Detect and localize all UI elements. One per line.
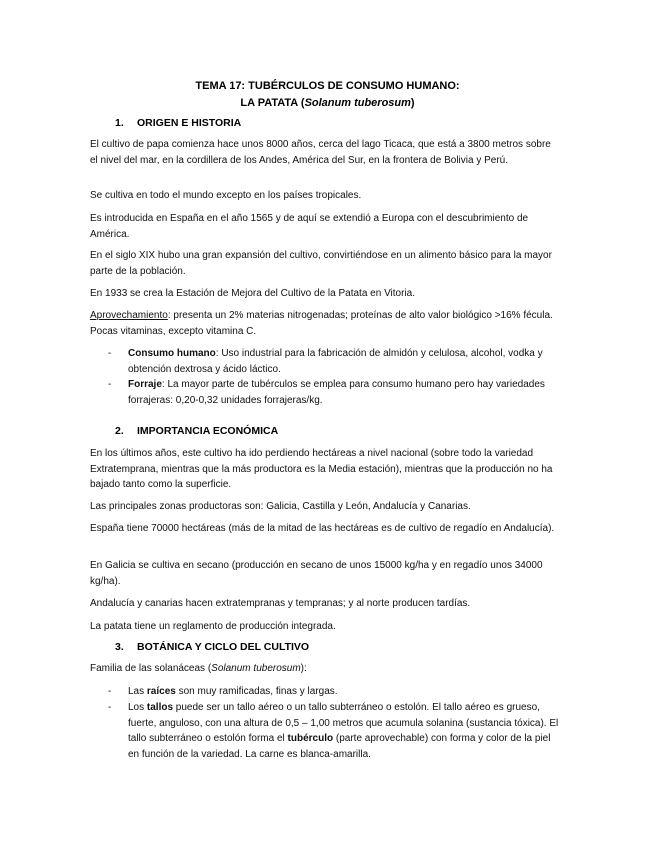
list-item [108, 700, 560, 762]
section-label: IMPORTANCIA ECONÓMICA [137, 425, 279, 437]
paragraph: Se cultiva en todo el mundo excepto en los países tropicales. [90, 190, 362, 201]
list-item [108, 377, 560, 408]
familia-species: Solanum tuberosum [211, 663, 301, 674]
bullet-text: : Uso industrial para la fabricación de almidón y celulosa, alcohol, vodka y obtención dextrosa y ácido láctico. [128, 348, 543, 375]
paragraph: En los últimos años, este cultivo ha ido perdiendo hectáreas a nivel nacional (sobre todo la variedad Extratemprana, mientras que la más productora es la Media estación), mientras que la producción no ha bajado tanto como la superficie. [90, 448, 553, 490]
paragraph-familia [90, 661, 560, 677]
paragraph: En 1933 se crea la Estación de Mejora del Cultivo de la Patata en Vitoria. [90, 288, 416, 299]
section-heading-origen [115, 117, 241, 129]
tallos-text-b: puede ser un tallo aéreo o un tallo subterráneo o estolón. El tallo aéreo es grueso, fuerte, anguloso, con una altura de 0,5 – 1,00 metros que acumula solanina (sustancia tóxica). El tallo subterráneo o estolón forma el [128, 702, 559, 744]
subtitle-close: ) [410, 97, 415, 109]
aprovechamiento-label: Aprovechamiento [90, 310, 168, 321]
tuberculo-label: tubérculo [287, 733, 334, 744]
section-heading-importancia [115, 425, 278, 437]
raices-text-a: Las [128, 686, 147, 697]
document-title: TEMA 17: TUBÉRCULOS DE CONSUMO HUMANO: [195, 80, 460, 92]
section-heading-botanica [115, 641, 309, 653]
document-subtitle [0, 97, 655, 109]
section-number: 1. [115, 117, 124, 129]
paragraph: En el siglo XIX hubo una gran expansión del cultivo, convirtiéndose en un alimento básico para la mayor parte de la población. [90, 250, 552, 277]
raices-label: raíces [146, 686, 176, 697]
list-item [108, 684, 560, 700]
raices-text-b: son muy ramificadas, finas y largas. [175, 686, 338, 697]
list-item [108, 346, 560, 377]
bullet-text: : La mayor parte de tubérculos se emplea para consumo humano pero hay variedades forrajeras: 0,20-0,32 unidades forrajeras/kg. [128, 379, 545, 406]
bullet-label: Consumo humano [128, 348, 216, 359]
subtitle-species: Solanum tuberosum [304, 97, 411, 109]
paragraph: España tiene 70000 hectáreas (más de la mitad de las hectáreas es de cultivo de regadío en Andalucía). [90, 523, 555, 534]
bullet-dash: - [108, 702, 112, 713]
familia-text: Familia de las solanáceas ( [90, 663, 212, 674]
subtitle-text: LA PATATA ( [240, 97, 305, 109]
paragraph-aprovechamiento [90, 308, 560, 339]
section-number: 2. [115, 425, 124, 437]
aprovechamiento-text: : presenta un 2% materias nitrogenadas; proteínas de alto valor biológico >16% fécula. Pocas vitaminas, excepto vitamina C. [90, 310, 553, 337]
familia-close: ): [300, 663, 307, 674]
paragraph: Andalucía y canarias hacen extratempranas y tempranas; y al norte producen tardías. [90, 598, 471, 609]
tallos-label: tallos [146, 702, 174, 713]
section-number: 3. [115, 641, 124, 653]
bullet-dash: - [108, 379, 112, 390]
bullet-dash: - [108, 686, 112, 697]
paragraph: Las principales zonas productoras son: Galicia, Castilla y León, Andalucía y Canarias. [90, 501, 471, 512]
bullet-label: Forraje [128, 379, 162, 390]
paragraph: El cultivo de papa comienza hace unos 8000 años, cerca del lago Ticaca, que está a 3800 metros sobre el nivel del mar, en la cordillera de los Andes, América del Sur, en la frontera de Bolivia y Perú. [90, 139, 551, 166]
paragraph: Es introducida en España en el año 1565 y de aquí se extendió a Europa con el descubrimiento de América. [90, 213, 529, 240]
bullet-dash: - [108, 348, 112, 359]
paragraph: La patata tiene un reglamento de producción integrada. [90, 621, 336, 632]
section-label: ORIGEN E HISTORIA [137, 117, 242, 129]
section-label: BOTÁNICA Y CICLO DEL CULTIVO [137, 641, 310, 653]
tallos-text-a: Los [128, 702, 147, 713]
paragraph: En Galicia se cultiva en secano (producción en secano de unos 15000 kg/ha y en regadío unos 34000 kg/ha). [90, 560, 543, 587]
tallos-text-c: (parte aprovechable) con forma y color de la piel en función de la variedad. La carne es blanca-amarilla. [128, 733, 551, 760]
